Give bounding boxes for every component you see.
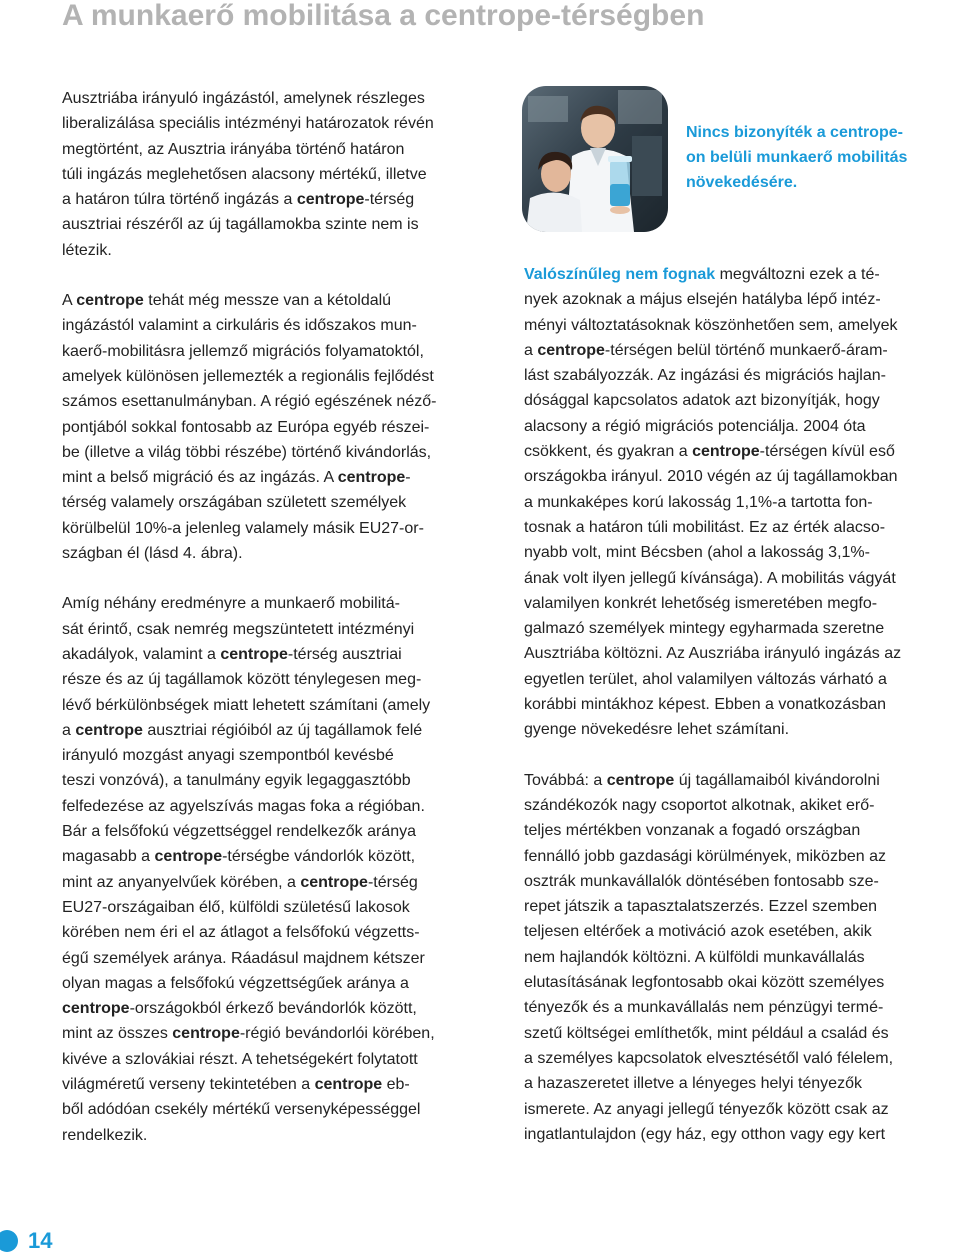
text-segment: számos esettanulmányban. A régió egészének néző- [62,393,437,411]
keyword-centrope: centrope [76,292,144,310]
text-line [62,946,492,971]
text-line [524,768,960,793]
text-segment: országokba irányul. 2010 végén az új tagállamokban [524,468,898,486]
keyword-centrope: centrope [337,469,406,487]
text-line [62,1097,492,1122]
text-segment: ményi változtatásoknak köszönhetően sem, amelyek [524,316,898,334]
keyword-centrope: centrope [220,645,288,663]
text-line [524,844,960,869]
text-segment: Ausztriába irányuló ingázástól, amelynek részleges [62,90,425,107]
text-line [686,120,956,145]
text-line [524,616,960,641]
text-segment: ingázástól valamint a cirkuláris és időszakos mun- [62,317,417,335]
text-segment: tosnak a határon túli mobilitást. Ez az érték alacso- [524,518,886,536]
text-line [524,1122,960,1147]
text-line [62,465,492,490]
text-line [524,262,960,287]
text-line [62,667,492,692]
text-segment: -térségen belül történő munkaerő-áram- [604,341,888,359]
text-segment: növekedésére. [686,174,798,191]
text-line [62,819,492,844]
left-text-column [62,86,492,1148]
text-line [62,617,492,642]
text-line [524,1071,960,1096]
text-segment: irányuló mozgást anyagi szempontból kevésbé [62,747,394,765]
text-segment: felfedezése az agyelszívás magas foka a régióban. [62,797,425,815]
text-segment: Ausztriába költözni. Az Auszriába irányuló ingázás az [524,645,902,663]
text-segment: liberalizálása speciális intézményi határozatok révén [62,115,434,133]
keyword-centrope: centrope [606,771,675,789]
text-segment: Nincs bizonyíték a [686,124,831,141]
text-segment: megváltozni ezek a té- [715,266,880,283]
text-line [524,540,960,565]
text-segment: gyenge növekedésre lehet számítani. [524,721,790,739]
text-line [524,667,960,692]
text-line [62,389,492,414]
text-segment: valamilyen konkrét lehetőség ismeretében megfo- [524,594,878,612]
text-segment: alacsony a régió migrációs potenciálja. 2004 óta [524,417,866,435]
text-line [62,137,492,162]
text-line [62,490,492,515]
text-line [62,895,492,920]
text-segment: dósággal kapcsolatos adatok azt bizonyítják, hogy [524,392,880,410]
text-line [524,287,960,312]
text-line [524,566,960,591]
text-line [524,439,960,464]
text-segment: nem hajlandók költözni. A külföldi munkavállalás [524,948,865,966]
text-segment: mint az összes [62,1025,173,1043]
text-segment: szetű költségei említhetők, mint például a család és [524,1024,889,1042]
text-line [524,818,960,843]
text-line [62,288,492,313]
text-line [62,111,492,136]
text-segment: on belüli munkaerő mobilitás [686,149,908,166]
text-segment: akadályok, valamint a [62,645,221,663]
text-segment: amelyek különösen jellemezték a regionális fejlődést [62,367,434,385]
keyword-centrope: centrope [537,341,605,359]
text-line [62,86,492,111]
text-segment: - [897,124,903,141]
text-line [524,793,960,818]
text-line [524,692,960,717]
text-segment: szándékozók nagy csoportot alkotnak, akiket erő- [524,796,875,814]
text-line [62,591,492,616]
photo-lab-researchers-icon [522,86,668,232]
text-segment: megtörtént, az Ausztria irányába történő határon [62,140,405,158]
text-segment: rendelkezik. [62,1126,148,1144]
text-line [524,945,960,970]
text-segment: csökkent, és gyakran a [524,443,693,461]
text-line [524,464,960,489]
text-segment: be (illetve a világ többi részébe) történő kivándorlás, [62,443,432,461]
text-line [524,894,960,919]
text-segment: repet játszik a tapasztalatszerzés. Ezzel szemben [524,898,878,916]
text-line [62,415,492,440]
text-line [62,187,492,212]
text-segment: ismerete. Az anyagi jellegű tényezők között csak az [524,1100,889,1118]
paragraph [62,288,492,566]
text-segment: EU27-országaiban élő, külföldi születésű lakosok [62,898,410,916]
text-line [62,238,492,263]
right-text-column [524,262,960,1147]
text-line [62,693,492,718]
text-segment: -térségbe vándorlók között, [222,848,416,866]
text-segment: tehát még messze van a kétoldalú [143,292,392,310]
text-segment: teszi vonzóvá), a tanulmány egyik legaggasztóbb [62,772,411,790]
paragraph [62,86,492,263]
text-segment: a munkaképes korú lakosság 1,1%-a tartotta fon- [524,493,873,511]
text-line [524,414,960,439]
text-segment: fennálló jobb gazdasági körülmények, miközben az [524,847,886,865]
text-segment: a határon túlra történő ingázás a [62,191,297,209]
text-line [62,971,492,996]
text-line [524,869,960,894]
text-line [62,996,492,1021]
text-line [62,541,492,566]
paragraph [524,262,960,743]
text-line [62,794,492,819]
text-line [524,1046,960,1071]
highlight-text: Valószínűleg nem fognak [524,266,716,283]
text-line [524,363,960,388]
text-segment: teljesen eltérőek a motiváció azok esetében, akik [524,923,872,941]
text-segment: létezik. [62,241,112,259]
text-line [524,970,960,995]
text-segment: galmazó személyek mintegy egyharmada szeretne [524,620,885,638]
text-line [524,1097,960,1122]
text-segment: A [62,292,77,310]
text-line [62,743,492,768]
keyword-centrope: centrope [296,191,365,209]
pull-quote-lines [686,120,956,195]
text-line [62,1072,492,1097]
text-line [524,995,960,1020]
text-segment: szágban él (lásd 4. ábra). [62,545,243,563]
text-segment: lévő bérkülönbségek miatt lehetett számítani (amely [62,696,431,714]
text-segment: nyabb volt, mint Bécsben (ahol a lakosság 3,1%- [524,544,870,562]
text-segment: -térségen kívül eső [759,443,895,461]
text-line [524,641,960,666]
text-segment: Bár a felsőfokú végzettséggel rendelkezők aránya [62,823,416,841]
text-segment: mint a belső migráció és az ingázás. A [62,469,338,487]
text-line [62,718,492,743]
text-line [62,440,492,465]
text-segment: Továbbá: a [524,771,607,789]
text-line [62,313,492,338]
text-line [524,717,960,742]
text-segment: körében nem éri el az átlagot a felsőfokú végzetts- [62,924,420,942]
text-line [62,1123,492,1148]
text-segment: túli ingázás meglehetősen alacsony mértékű, illetve [62,165,427,183]
text-segment: sát érintő, csak nemrég megszüntetett intézményi [62,620,415,638]
text-segment: lást szabályozzák. Az ingázási és migrációs hajlan- [524,367,886,385]
keyword-centrope: centrope [62,1000,130,1018]
keyword-centrope: centrope [314,1075,383,1093]
text-segment: ának volt ilyen jellegű kívánsága). A mobilitás vágyát [524,569,896,587]
text-segment: -térség [364,191,415,209]
text-segment: a személyes kapcsolatok elvesztésétől való félelem, [524,1049,894,1067]
page-number-text: 14 [28,1228,53,1253]
text-line [62,364,492,389]
text-segment: korábbi mintákhoz képest. Ebben a vonatkozásban [524,696,887,714]
text-segment: mint az anyanyelvűek körében, a [62,873,301,891]
text-segment: ből adódóan csekély mértékű versenyképességgel [62,1101,421,1119]
text-segment: magasabb a [62,848,155,866]
keyword-centrope: centrope [172,1025,240,1043]
text-line [524,313,960,338]
text-segment: olyan magas a felsőfokú végzettségűek aránya a [62,974,409,992]
keyword-centrope: centrope [830,124,898,141]
page-dot-icon [0,1230,18,1252]
text-line [62,212,492,237]
text-segment: ingatlantulajdon (egy ház, egy otthon vagy egy kert [524,1125,886,1143]
text-segment: a [524,341,538,359]
text-line [62,870,492,895]
text-segment: tényezők és a munkavállalás nem pénzügyi termé- [524,999,884,1017]
text-segment: -térség [367,873,418,891]
text-segment: nyek azoknak a május elsején hatályba lépő intéz- [524,291,881,309]
text-line [62,642,492,667]
text-line [524,591,960,616]
text-segment: a hazaszeretet illetve a lényeges helyi tényezők [524,1075,862,1093]
paragraph [62,591,492,1148]
text-segment: ausztriai részéről az új tagállamokba szinte nem is [62,216,419,234]
text-line [62,920,492,945]
text-segment: ausztriai régióiból az új tagállamok felé [142,721,423,739]
text-line [524,515,960,540]
text-segment: kivéve a szlovákiai részt. A tehetségekért folytatott [62,1050,418,1068]
text-segment: a [62,721,76,739]
text-segment: -térség ausztriai [287,645,402,663]
text-line [686,170,956,195]
keyword-centrope: centrope [154,848,223,866]
text-segment: -országokból érkező bevándorlók között, [129,1000,417,1018]
text-line [62,844,492,869]
text-segment: elutasításának legfontosabb okai között személyes [524,974,885,992]
text-segment: - [405,469,411,487]
text-line [524,490,960,515]
text-line [524,388,960,413]
text-segment: térség valamely országában született személyek [62,494,407,512]
keyword-centrope: centrope [300,873,368,891]
text-segment: osztrák munkavállalók döntésében fontosabb sze- [524,872,879,890]
keyword-centrope: centrope [75,721,143,739]
text-line [524,338,960,363]
text-segment: teljes mértékben vonzanak a fogadó országban [524,822,861,840]
text-line [62,1047,492,1072]
pull-quote [686,120,956,195]
page-number [0,1226,52,1256]
text-segment: új tagállamaiból kivándorolni [674,771,880,789]
text-line [62,339,492,364]
text-segment: Amíg néhány eredményre a munkaerő mobilitá- [62,595,400,613]
text-line [686,145,956,170]
text-line [62,162,492,187]
text-segment: része és az új tagállamok között ténylegesen meg- [62,671,422,689]
text-line [62,1021,492,1046]
text-segment: világméretű verseny tekintetében a [62,1075,315,1093]
text-segment: kaerő-mobilitásra jellemző migrációs folyamatoktól, [62,342,424,360]
text-segment: körülbelül 10%-a jelenleg valamely másik EU27-or- [62,519,424,537]
text-line [62,768,492,793]
text-segment: pontjából sokkal fontosabb az Európa egyéb részei- [62,418,430,436]
text-segment: égű személyek aránya. Ráadásul majdnem kétszer [62,949,425,967]
text-segment: egyetlen terület, ahol valamilyen változás várható a [524,670,887,688]
text-segment: eb- [382,1075,410,1093]
text-line [524,919,960,944]
text-line [524,1021,960,1046]
text-segment: -régió bevándorlói körében, [239,1025,435,1043]
text-line [62,516,492,541]
page-title: A munkaerő mobilitása a centrope-térségben [62,0,705,32]
keyword-centrope: centrope [692,443,760,461]
paragraph [524,768,960,1147]
